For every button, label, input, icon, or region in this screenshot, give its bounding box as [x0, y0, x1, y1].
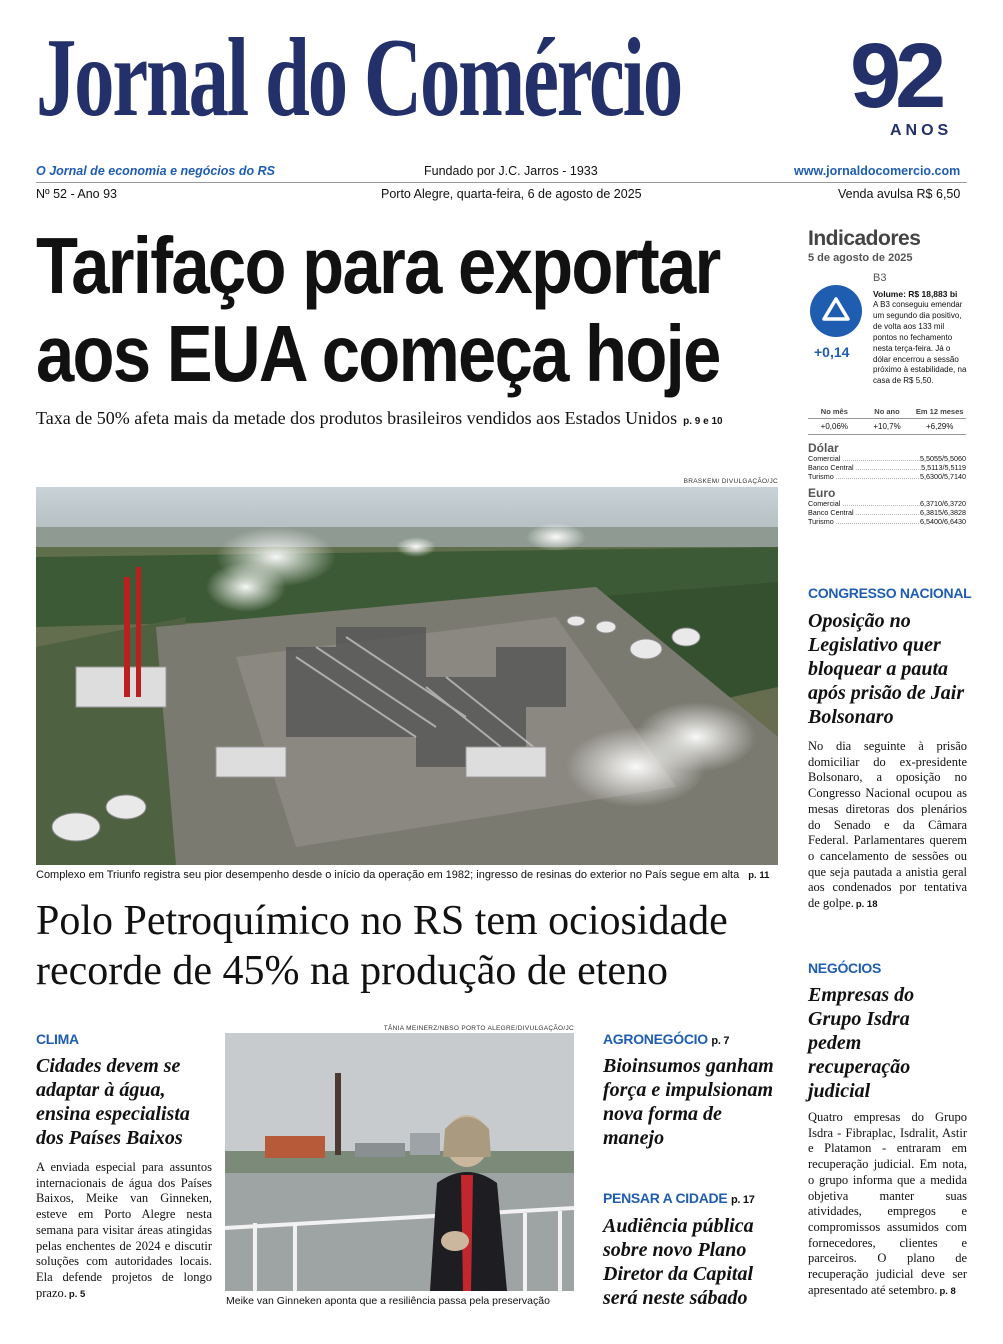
clima-page-ref[interactable]: p. 5	[68, 1288, 86, 1300]
main-photo-caption	[36, 869, 769, 881]
agronegocio-label-text: AGRONEGÓCIO	[603, 1031, 708, 1047]
price: Venda avulsa R$ 6,50	[838, 187, 961, 201]
congresso-headline[interactable]: Oposição no Legislativo quer bloquear a pauta após prisão de Jair Bolsonaro	[808, 610, 965, 728]
main-photo-caption-text: Complexo em Triunfo registra seu pior desempenho desde o início da operação em 1982; ingresso de resinas do exterior no País segue em alta	[36, 869, 740, 881]
section-label-pensar-cidade	[603, 1190, 755, 1206]
indicators-title: Indicadores	[808, 227, 921, 250]
b3-header-month: No mês	[820, 407, 848, 416]
rate-label: Banco Central .....	[808, 509, 920, 518]
rate-value: 5,5113/5,5119	[921, 462, 966, 472]
dateline: Porto Alegre, quarta-feira, 6 de agosto de 2025	[381, 187, 642, 201]
anniversary-number: 92	[850, 25, 941, 127]
section-label-clima: CLIMA	[36, 1031, 79, 1047]
website-link[interactable]: www.jornaldocomercio.com	[794, 164, 961, 178]
b3-label: B3	[873, 272, 887, 284]
clima-body-text: A enviada especial para assuntos internacionais de água dos Países Baixos, Meike van Ginneken, esteve em Porto Alegre nesta semana para visitar áreas atingidas pelas enchentes de 2024 e discutir soluções com autoridades locais. Ela defende projetos de longo prazo.	[36, 1160, 212, 1300]
rate-label: Comercial .....	[808, 500, 920, 509]
agronegocio-page-ref[interactable]: p. 7	[711, 1035, 730, 1047]
portrait-illustration	[225, 1033, 574, 1291]
b3-returns-header	[808, 407, 966, 419]
petrochemical-headline-line2: recorde de 45% na produção de eteno	[36, 948, 669, 994]
congresso-page-ref[interactable]: p. 18	[855, 899, 878, 911]
agronegocio-headline[interactable]: Bioinsumos ganham força e impulsionam nova forma de manejo	[603, 1055, 774, 1149]
main-photo-credit: BRASKEM/ DIVULGAÇÃO/JC	[683, 478, 778, 485]
rate-value: 5,6300/5,7140	[920, 471, 966, 481]
masthead-logo: Jornal do Comércio	[36, 16, 681, 140]
negocios-body-text: Quatro empresas do Grupo Isdra - Fibraplac, Isdralit, Astir e Platamon - entraram em recuperação judicial. Em nota, o grupo informa que a medida objetiva manter suas atividades, empregos e compromissos assumidos com fornecedores, clientes e parceiros. O plano de recuperação judicial deve ser apresentado até setembro.	[808, 1110, 967, 1297]
petrochemical-headline-line1: Polo Petroquímico no RS tem ociosidade	[36, 898, 728, 944]
rate-label: Turismo .....	[808, 473, 920, 482]
lead-subhead-text: Taxa de 50% afeta mais da metade dos produtos brasileiros vendidos aos Estados Unidos	[36, 408, 678, 428]
indicators-date: 5 de agosto de 2025	[808, 252, 913, 264]
main-photo-refinery[interactable]	[36, 487, 778, 865]
main-photo-page-ref[interactable]: p. 11	[748, 870, 770, 881]
clima-headline[interactable]: Cidades devem se adaptar à água, ensina especialista dos Países Baixos	[36, 1055, 190, 1149]
euro-row-turismo	[808, 518, 966, 527]
founded-line: Fundado por J.C. Jarros - 1933	[424, 164, 598, 178]
rate-label: Comercial .....	[808, 455, 920, 464]
b3-value-year: +10,7%	[873, 422, 901, 431]
lead-headline-line2: aos EUA começa hoje	[36, 309, 720, 398]
congresso-body-text: No dia seguinte à prisão domiciliar do ex-presidente Bolsonaro, a oposição no Congresso Nacional ocupou as mesas diretoras dos plenários do Senado e da Câmara Federal. Parlamentares querem o cancelamento de sessões ou que seja pautada a anistia geral aos condenados por tentativa de golpe.	[808, 739, 967, 911]
refinery-illustration	[36, 487, 778, 865]
rate-value: 6,3815/6,3828	[920, 508, 966, 518]
negocios-body	[808, 1110, 967, 1299]
dolar-row-turismo	[808, 473, 966, 482]
lead-headline-line1: Tarifaço para exportar	[36, 221, 720, 310]
b3-change-value: +0,14	[814, 344, 850, 360]
clima-body	[36, 1160, 212, 1302]
b3-value-month: +0,06%	[820, 422, 849, 431]
pensar-cidade-page-ref[interactable]: p. 17	[730, 1194, 755, 1206]
rate-value: 5,5055/5,5060	[920, 454, 966, 463]
clima-photo-credit: TÂNIA MEINERZ/NBSO PORTO ALEGRE/DIVULGAÇÃO/JC	[383, 1025, 574, 1032]
lead-headline[interactable]	[36, 221, 720, 398]
lead-subhead	[36, 408, 723, 429]
masthead-divider	[36, 182, 967, 183]
petrochemical-headline[interactable]	[36, 896, 796, 996]
clima-photo-caption: Meike van Ginneken aponta que a resiliência passa pela preservação	[226, 1295, 550, 1307]
b3-returns-values	[808, 419, 966, 435]
rate-label: Turismo .....	[808, 518, 920, 527]
up-arrow-icon	[810, 285, 862, 337]
b3-value-12m: +6,29%	[926, 422, 954, 431]
tagline: O Jornal de economia e negócios do RS	[36, 164, 275, 178]
section-label-agronegocio	[603, 1031, 729, 1047]
b3-volume: Volume: R$ 18,883 bi	[873, 289, 958, 299]
b3-returns-table	[808, 407, 966, 527]
dolar-title: Dólar	[808, 441, 839, 455]
negocios-headline[interactable]: Empresas do Grupo Isdra pedem recuperação judicial	[808, 984, 915, 1102]
euro-title: Euro	[808, 486, 836, 501]
rate-value: 6,3710/6,3720	[920, 499, 966, 509]
congresso-body	[808, 739, 967, 913]
issue-number: Nº 52 - Ano 93	[36, 187, 118, 201]
pensar-cidade-headline[interactable]: Audiência pública sobre novo Plano Diretor da Capital será neste sábado	[603, 1215, 754, 1309]
anniversary-word: ANOS	[890, 122, 953, 139]
b3-header-12m: Em 12 meses	[915, 407, 964, 416]
pensar-cidade-label-text: PENSAR A CIDADE	[603, 1190, 728, 1206]
lead-page-ref[interactable]: p. 9 e 10	[683, 416, 723, 427]
rate-label: Banco Central .....	[808, 464, 921, 473]
b3-summary: A B3 conseguiu emendar um segundo dia positivo, de volta aos 133 mil pontos no fechamento nesta terça-feira. Já o dólar encerrou a sessão próximo à estabilidade, na casa de R$ 5,50.	[873, 300, 967, 386]
negocios-page-ref[interactable]: p. 8	[939, 1285, 956, 1297]
section-label-negocios: NEGÓCIOS	[808, 960, 882, 976]
section-label-congresso: CONGRESSO NACIONAL	[808, 585, 972, 601]
clima-photo-portrait[interactable]	[225, 1033, 574, 1291]
rate-value: 6,5400/6,6430	[920, 516, 966, 526]
b3-header-year: No ano	[874, 407, 900, 416]
